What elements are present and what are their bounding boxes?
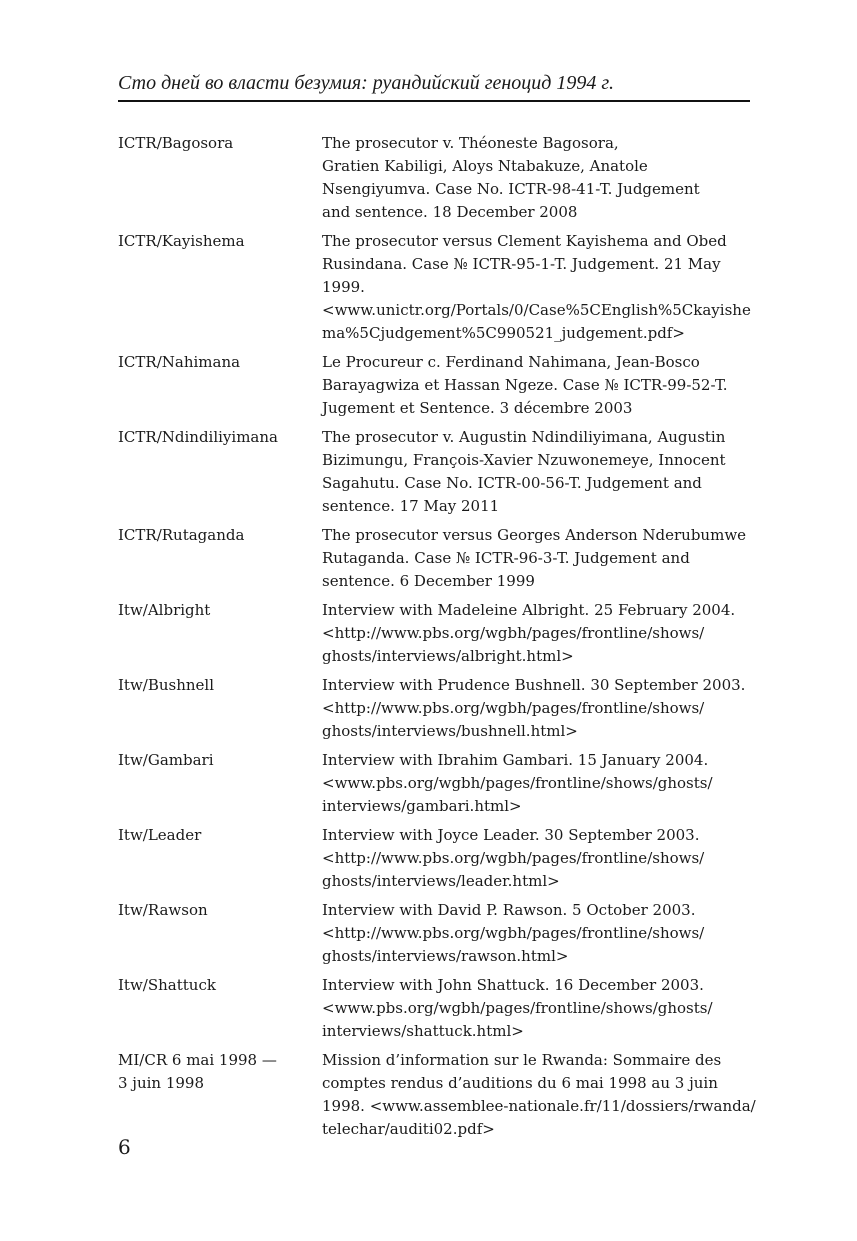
entry-key: Itw/Gambari [118, 751, 214, 769]
entry-key: ICTR/Ndindiliyimana [118, 428, 278, 446]
entry-key: ICTR/Bagosora [118, 134, 234, 152]
abbreviation-list [118, 132, 758, 1147]
entry-key: Itw/Bushnell [118, 676, 215, 694]
page-number: 6 [118, 1135, 131, 1159]
list-item [118, 1049, 758, 1141]
list-item [118, 824, 758, 893]
entry-key: ICTR/Rutaganda [118, 526, 245, 544]
entry-key: ICTR/Nahimana [118, 353, 241, 371]
list-item [118, 749, 758, 818]
entry-description: Interview with John Shattuck. 16 December 2003. <www.pbs.org/wgbh/pages/frontline/shows/ghosts/ interviews/shattuck.html> [322, 976, 713, 1040]
entry-description: Interview with David P. Rawson. 5 October 2003. <http://www.pbs.org/wgbh/pages/frontline/shows/ ghosts/interviews/rawson.html> [322, 901, 705, 965]
header-rule [118, 100, 750, 102]
list-item [118, 974, 758, 1043]
list-item [118, 426, 758, 518]
entry-description: The prosecutor versus Clement Kayishema and Obed Rusindana. Case № ICTR-95-1-T. Judgement. 21 May 1999. <www.unictr.org/Portals/0/Case%5CEnglish%5Ckayishe ma%5Cjudgement%5C990521_judgement.pdf> [322, 232, 751, 342]
entry-description: Interview with Joyce Leader. 30 September 2003. <http://www.pbs.org/wgbh/pages/frontline/shows/ ghosts/interviews/leader.html> [322, 826, 705, 890]
entry-key: MI/CR 6 mai 1998 — 3 juin 1998 [118, 1051, 277, 1092]
entry-description: Le Procureur c. Ferdinand Nahimana, Jean-Bosco Barayagwiza et Hassan Ngeze. Case № ICTR-99-52-T. Jugement et Sentence. 3 décembre 2003 [322, 353, 728, 417]
entry-key: Itw/Rawson [118, 901, 208, 919]
entry-description: Mission d’information sur le Rwanda: Sommaire des comptes rendus d’auditions du 6 mai 1998 au 3 juin 1998. <www.assemblee-nationale.fr/11/dossiers/rwanda/ telechar/auditi02.pdf> [322, 1051, 756, 1138]
entry-key: Itw/Leader [118, 826, 202, 844]
list-item [118, 674, 758, 743]
entry-description: The prosecutor v. Théoneste Bagosora, Gratien Kabiligi, Aloys Ntabakuze, Anatole Nsengiyumva. Case No. ICTR-98-41-T. Judgement and sentence. 18 December 2008 [322, 134, 700, 221]
entry-description: Interview with Ibrahim Gambari. 15 January 2004. <www.pbs.org/wgbh/pages/frontline/shows/ghosts/ interviews/gambari.html> [322, 751, 713, 815]
entry-description: The prosecutor v. Augustin Ndindiliyimana, Augustin Bizimungu, François-Xavier Nzuwonemeye, Innocent Sagahutu. Case No. ICTR-00-56-T. Judgement and sentence. 17 May 2011 [322, 428, 726, 515]
entry-key: Itw/Shattuck [118, 976, 216, 994]
list-item [118, 230, 758, 345]
list-item [118, 524, 758, 593]
entry-key: Itw/Albright [118, 601, 211, 619]
entry-description: Interview with Prudence Bushnell. 30 September 2003. <http://www.pbs.org/wgbh/pages/frontline/shows/ ghosts/interviews/bushnell.html> [322, 676, 746, 740]
entry-description: The prosecutor versus Georges Anderson Nderubumwe Rutaganda. Case № ICTR-96-3-T. Judgement and sentence. 6 December 1999 [322, 526, 747, 590]
list-item [118, 899, 758, 968]
entry-key: ICTR/Kayishema [118, 232, 245, 250]
list-item [118, 599, 758, 668]
list-item [118, 132, 758, 224]
entry-description: Interview with Madeleine Albright. 25 February 2004. <http://www.pbs.org/wgbh/pages/frontline/shows/ ghosts/interviews/albright.html> [322, 601, 736, 665]
list-item [118, 351, 758, 420]
running-head-title: Сто дней во власти безумия: руандийский геноцид 1994 г. [118, 72, 614, 94]
